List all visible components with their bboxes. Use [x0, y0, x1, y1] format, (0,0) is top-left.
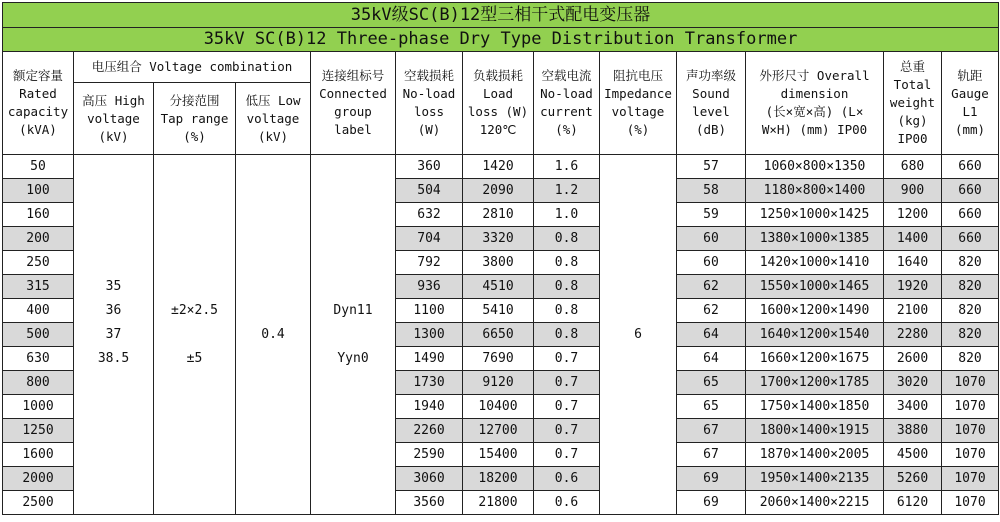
table-title-en: 35kV SC(B)12 Three-phase Dry Type Distribution Transformer	[3, 28, 999, 52]
header-connected-group: 连接组标号 Connected group label	[311, 52, 396, 155]
table-row	[3, 203, 999, 227]
cell-no-load-loss: 704	[396, 227, 463, 251]
cell-high-voltage	[74, 395, 154, 419]
table-row	[3, 467, 999, 491]
cell-high-voltage	[74, 467, 154, 491]
cell-load-loss: 21800	[463, 491, 534, 515]
cell-high-voltage	[74, 227, 154, 251]
cell-gauge: 1070	[942, 491, 999, 515]
cell-no-load-current: 0.8	[534, 251, 600, 275]
cell-tap-range: ±5	[154, 347, 236, 371]
cell-rated-capacity: 200	[3, 227, 74, 251]
cell-rated-capacity: 1600	[3, 443, 74, 467]
cell-load-loss: 4510	[463, 275, 534, 299]
cell-connected-group	[311, 467, 396, 491]
cell-high-voltage	[74, 491, 154, 515]
cell-low-voltage	[236, 299, 311, 323]
cell-low-voltage	[236, 179, 311, 203]
transformer-spec-table	[2, 2, 999, 515]
cell-impedance-voltage	[600, 395, 677, 419]
cell-high-voltage: 37	[74, 323, 154, 347]
cell-overall-dimension: 1550×1000×1465	[746, 275, 884, 299]
cell-rated-capacity: 2500	[3, 491, 74, 515]
cell-tap-range	[154, 443, 236, 467]
header-voltage-combination: 电压组合 Voltage combination	[74, 52, 311, 83]
cell-load-loss: 3800	[463, 251, 534, 275]
cell-rated-capacity: 1250	[3, 419, 74, 443]
cell-low-voltage: 0.4	[236, 323, 311, 347]
cell-no-load-loss: 1100	[396, 299, 463, 323]
table-row	[3, 155, 999, 179]
cell-impedance-voltage	[600, 155, 677, 179]
cell-overall-dimension: 1180×800×1400	[746, 179, 884, 203]
cell-sound-level: 60	[677, 227, 746, 251]
cell-overall-dimension: 1420×1000×1410	[746, 251, 884, 275]
cell-tap-range	[154, 323, 236, 347]
cell-overall-dimension: 1700×1200×1785	[746, 371, 884, 395]
cell-no-load-current: 0.8	[534, 227, 600, 251]
cell-connected-group	[311, 419, 396, 443]
cell-connected-group	[311, 323, 396, 347]
cell-total-weight: 3400	[884, 395, 942, 419]
cell-no-load-loss: 1940	[396, 395, 463, 419]
cell-no-load-current: 0.6	[534, 491, 600, 515]
cell-rated-capacity: 315	[3, 275, 74, 299]
cell-no-load-current: 0.7	[534, 443, 600, 467]
cell-overall-dimension: 1250×1000×1425	[746, 203, 884, 227]
header-impedance-voltage: 阻抗电压 Impedance voltage (%)	[600, 52, 677, 155]
cell-load-loss: 6650	[463, 323, 534, 347]
table-row	[3, 179, 999, 203]
cell-sound-level: 65	[677, 395, 746, 419]
cell-high-voltage	[74, 419, 154, 443]
cell-sound-level: 60	[677, 251, 746, 275]
cell-high-voltage	[74, 155, 154, 179]
cell-low-voltage	[236, 227, 311, 251]
cell-tap-range	[154, 179, 236, 203]
cell-gauge: 1070	[942, 443, 999, 467]
cell-gauge: 660	[942, 203, 999, 227]
cell-connected-group	[311, 275, 396, 299]
cell-impedance-voltage	[600, 491, 677, 515]
cell-no-load-current: 0.8	[534, 275, 600, 299]
table-row	[3, 371, 999, 395]
cell-impedance-voltage	[600, 299, 677, 323]
cell-overall-dimension: 1870×1400×2005	[746, 443, 884, 467]
cell-total-weight: 1400	[884, 227, 942, 251]
cell-rated-capacity: 1000	[3, 395, 74, 419]
cell-total-weight: 1640	[884, 251, 942, 275]
cell-sound-level: 62	[677, 275, 746, 299]
header-gauge: 轨距 Gauge L1 (mm)	[942, 52, 999, 155]
cell-no-load-loss: 2590	[396, 443, 463, 467]
cell-overall-dimension: 1380×1000×1385	[746, 227, 884, 251]
cell-load-loss: 18200	[463, 467, 534, 491]
cell-connected-group: Dyn11	[311, 299, 396, 323]
cell-gauge: 1070	[942, 467, 999, 491]
cell-total-weight: 2100	[884, 299, 942, 323]
cell-load-loss: 12700	[463, 419, 534, 443]
cell-connected-group	[311, 155, 396, 179]
cell-total-weight: 900	[884, 179, 942, 203]
cell-impedance-voltage	[600, 251, 677, 275]
table-row	[3, 347, 999, 371]
cell-impedance-voltage	[600, 419, 677, 443]
cell-no-load-loss: 792	[396, 251, 463, 275]
cell-high-voltage	[74, 251, 154, 275]
cell-no-load-current: 1.6	[534, 155, 600, 179]
cell-load-loss: 1420	[463, 155, 534, 179]
cell-high-voltage: 36	[74, 299, 154, 323]
cell-connected-group	[311, 443, 396, 467]
cell-high-voltage	[74, 371, 154, 395]
cell-no-load-current: 0.7	[534, 419, 600, 443]
cell-gauge: 820	[942, 323, 999, 347]
cell-impedance-voltage	[600, 203, 677, 227]
cell-gauge: 660	[942, 155, 999, 179]
cell-overall-dimension: 1950×1400×2135	[746, 467, 884, 491]
cell-rated-capacity: 50	[3, 155, 74, 179]
cell-load-loss: 2810	[463, 203, 534, 227]
header-high-voltage: 高压 High voltage (kV)	[74, 83, 154, 155]
cell-overall-dimension: 1800×1400×1915	[746, 419, 884, 443]
cell-connected-group	[311, 491, 396, 515]
cell-load-loss: 5410	[463, 299, 534, 323]
cell-overall-dimension: 1660×1200×1675	[746, 347, 884, 371]
cell-no-load-current: 1.2	[534, 179, 600, 203]
header-no-load-loss: 空载损耗 No-load loss (W)	[396, 52, 463, 155]
cell-no-load-current: 0.7	[534, 371, 600, 395]
cell-gauge: 820	[942, 347, 999, 371]
cell-load-loss: 10400	[463, 395, 534, 419]
cell-sound-level: 62	[677, 299, 746, 323]
cell-impedance-voltage	[600, 275, 677, 299]
cell-sound-level: 67	[677, 443, 746, 467]
cell-no-load-current: 0.8	[534, 323, 600, 347]
cell-load-loss: 7690	[463, 347, 534, 371]
table-row	[3, 323, 999, 347]
cell-low-voltage	[236, 467, 311, 491]
cell-no-load-loss: 632	[396, 203, 463, 227]
cell-load-loss: 9120	[463, 371, 534, 395]
cell-total-weight: 3020	[884, 371, 942, 395]
header-overall-dimension: 外形尺寸 Overall dimension (长×宽×高) (L× W×H) (mm) IP00	[746, 52, 884, 155]
cell-impedance-voltage	[600, 443, 677, 467]
cell-connected-group	[311, 227, 396, 251]
cell-sound-level: 57	[677, 155, 746, 179]
header-no-load-current: 空载电流 No-load current (%)	[534, 52, 600, 155]
cell-no-load-current: 0.7	[534, 395, 600, 419]
cell-overall-dimension: 2060×1400×2215	[746, 491, 884, 515]
cell-load-loss: 15400	[463, 443, 534, 467]
cell-overall-dimension: 1600×1200×1490	[746, 299, 884, 323]
cell-connected-group	[311, 179, 396, 203]
table-title-cn: 35kV级SC(B)12型三相干式配电变压器	[3, 3, 999, 28]
cell-low-voltage	[236, 491, 311, 515]
cell-low-voltage	[236, 155, 311, 179]
cell-rated-capacity: 100	[3, 179, 74, 203]
cell-sound-level: 59	[677, 203, 746, 227]
cell-rated-capacity: 250	[3, 251, 74, 275]
cell-rated-capacity: 2000	[3, 467, 74, 491]
table-row	[3, 419, 999, 443]
cell-no-load-loss: 1490	[396, 347, 463, 371]
cell-total-weight: 5260	[884, 467, 942, 491]
cell-tap-range	[154, 275, 236, 299]
cell-low-voltage	[236, 419, 311, 443]
cell-sound-level: 64	[677, 323, 746, 347]
table-row	[3, 491, 999, 515]
cell-high-voltage	[74, 179, 154, 203]
cell-total-weight: 2600	[884, 347, 942, 371]
cell-impedance-voltage	[600, 371, 677, 395]
cell-sound-level: 69	[677, 467, 746, 491]
header-low-voltage: 低压 Low voltage (kV)	[236, 83, 311, 155]
cell-gauge: 1070	[942, 419, 999, 443]
header-load-loss: 负载损耗 Load loss (W) 120℃	[463, 52, 534, 155]
cell-sound-level: 58	[677, 179, 746, 203]
cell-tap-range: ±2×2.5	[154, 299, 236, 323]
cell-overall-dimension: 1640×1200×1540	[746, 323, 884, 347]
cell-tap-range	[154, 371, 236, 395]
cell-sound-level: 67	[677, 419, 746, 443]
table-row	[3, 227, 999, 251]
cell-total-weight: 2280	[884, 323, 942, 347]
cell-impedance-voltage	[600, 179, 677, 203]
cell-load-loss: 3320	[463, 227, 534, 251]
cell-connected-group: Yyn0	[311, 347, 396, 371]
header-tap-range: 分接范围 Tap range (%)	[154, 83, 236, 155]
cell-no-load-loss: 1730	[396, 371, 463, 395]
cell-load-loss: 2090	[463, 179, 534, 203]
cell-total-weight: 6120	[884, 491, 942, 515]
header-sound-level: 声功率级 Sound level (dB)	[677, 52, 746, 155]
cell-low-voltage	[236, 443, 311, 467]
cell-no-load-current: 0.7	[534, 347, 600, 371]
cell-no-load-current: 0.8	[534, 299, 600, 323]
header-total-weight: 总重 Total weight (kg) IP00	[884, 52, 942, 155]
cell-rated-capacity: 160	[3, 203, 74, 227]
cell-impedance-voltage	[600, 467, 677, 491]
cell-no-load-current: 1.0	[534, 203, 600, 227]
cell-no-load-loss: 936	[396, 275, 463, 299]
cell-tap-range	[154, 251, 236, 275]
cell-sound-level: 65	[677, 371, 746, 395]
cell-gauge: 820	[942, 299, 999, 323]
cell-tap-range	[154, 155, 236, 179]
cell-high-voltage	[74, 203, 154, 227]
table-row	[3, 275, 999, 299]
cell-no-load-loss: 1300	[396, 323, 463, 347]
cell-impedance-voltage: 6	[600, 323, 677, 347]
cell-no-load-loss: 360	[396, 155, 463, 179]
cell-no-load-loss: 3060	[396, 467, 463, 491]
cell-sound-level: 64	[677, 347, 746, 371]
cell-total-weight: 1200	[884, 203, 942, 227]
cell-total-weight: 3880	[884, 419, 942, 443]
cell-low-voltage	[236, 203, 311, 227]
cell-low-voltage	[236, 347, 311, 371]
cell-gauge: 660	[942, 227, 999, 251]
cell-high-voltage	[74, 443, 154, 467]
cell-no-load-loss: 3560	[396, 491, 463, 515]
cell-impedance-voltage	[600, 227, 677, 251]
cell-tap-range	[154, 227, 236, 251]
cell-no-load-loss: 504	[396, 179, 463, 203]
cell-tap-range	[154, 467, 236, 491]
cell-low-voltage	[236, 371, 311, 395]
cell-no-load-current: 0.6	[534, 467, 600, 491]
header-rated-capacity: 额定容量 Rated capacity (kVA)	[3, 52, 74, 155]
cell-rated-capacity: 800	[3, 371, 74, 395]
cell-rated-capacity: 500	[3, 323, 74, 347]
cell-tap-range	[154, 203, 236, 227]
cell-tap-range	[154, 419, 236, 443]
cell-gauge: 1070	[942, 371, 999, 395]
cell-total-weight: 4500	[884, 443, 942, 467]
table-row	[3, 251, 999, 275]
cell-total-weight: 680	[884, 155, 942, 179]
cell-low-voltage	[236, 275, 311, 299]
cell-overall-dimension: 1060×800×1350	[746, 155, 884, 179]
cell-no-load-loss: 2260	[396, 419, 463, 443]
cell-gauge: 820	[942, 251, 999, 275]
table-row	[3, 299, 999, 323]
cell-connected-group	[311, 371, 396, 395]
cell-gauge: 1070	[942, 395, 999, 419]
cell-overall-dimension: 1750×1400×1850	[746, 395, 884, 419]
cell-high-voltage: 38.5	[74, 347, 154, 371]
cell-sound-level: 69	[677, 491, 746, 515]
table-row	[3, 395, 999, 419]
table-row	[3, 443, 999, 467]
cell-impedance-voltage	[600, 347, 677, 371]
cell-low-voltage	[236, 251, 311, 275]
cell-tap-range	[154, 491, 236, 515]
cell-tap-range	[154, 395, 236, 419]
cell-rated-capacity: 400	[3, 299, 74, 323]
cell-gauge: 660	[942, 179, 999, 203]
cell-rated-capacity: 630	[3, 347, 74, 371]
cell-total-weight: 1920	[884, 275, 942, 299]
cell-connected-group	[311, 203, 396, 227]
cell-high-voltage: 35	[74, 275, 154, 299]
cell-connected-group	[311, 395, 396, 419]
cell-connected-group	[311, 251, 396, 275]
cell-gauge: 820	[942, 275, 999, 299]
cell-low-voltage	[236, 395, 311, 419]
